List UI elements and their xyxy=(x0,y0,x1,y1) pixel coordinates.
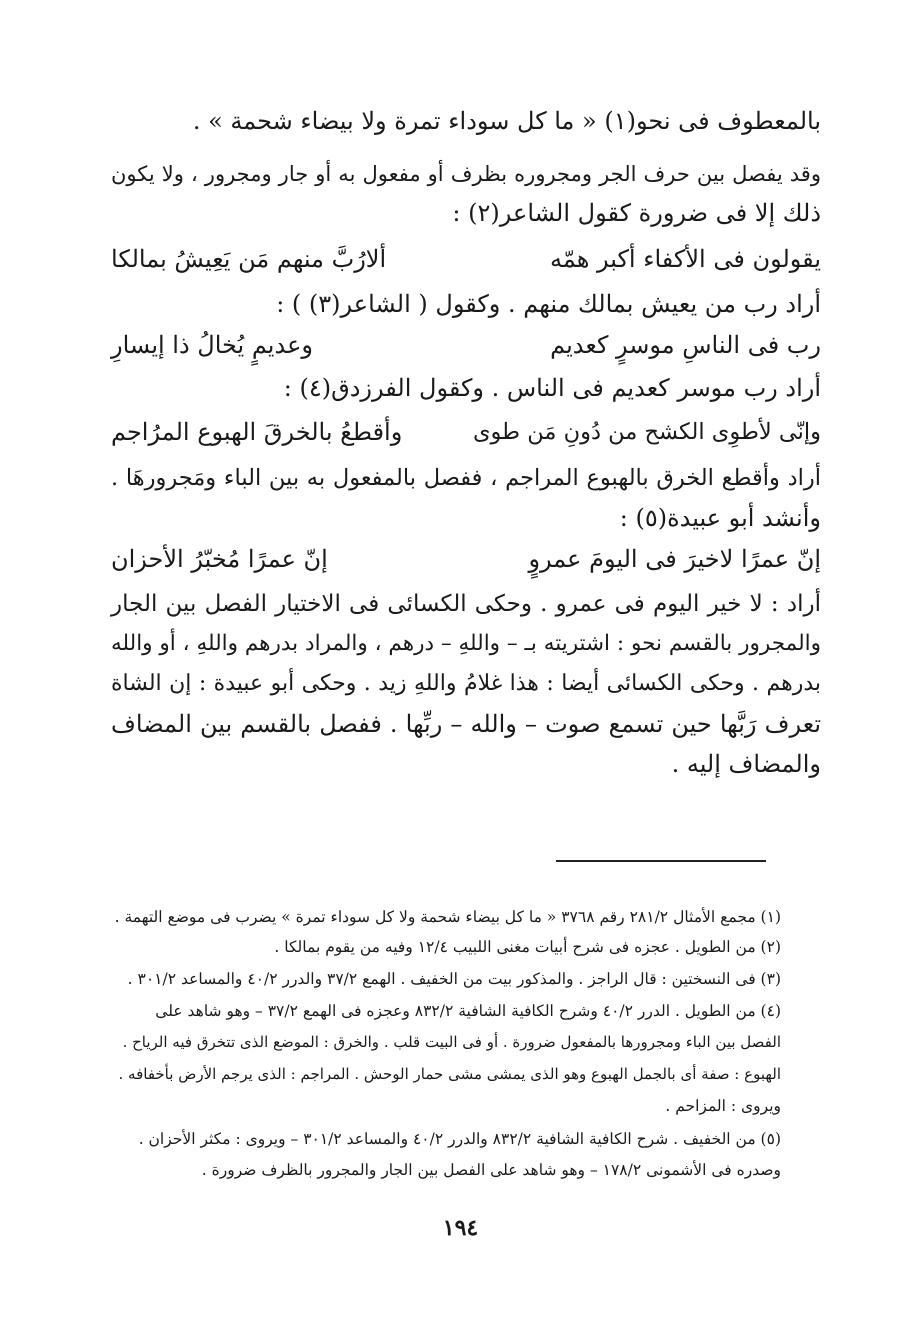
footnote-separator xyxy=(556,860,766,862)
verse-2-second-hemistich: وعديمٍ يُخالُ ذا إيسارِ xyxy=(111,331,313,359)
body-line-4: أراد رب من يعيش بمالك منهم . وكقول ( الشاعر(٣) ) : xyxy=(276,290,821,318)
footnote-line: الفصل بين الباء ومجرورها بالمفعول ضرورة . أو فى البيت قلب . والخرق : الموضع الذى تتخرق فيه الرياح . xyxy=(122,1033,781,1051)
verse-3-second-hemistich: وأقطعُ بالخرقَ الهبوع المرُاجم xyxy=(111,418,403,446)
page-number: ١٩٤ xyxy=(442,1215,479,1241)
paragraph-line: والمضاف إليه . xyxy=(671,750,821,778)
body-line-1: بالمعطوف فى نحو(١) « ما كل سوداء تمرة ولا بيضاء شحمة » . xyxy=(192,107,821,135)
footnote-line: وصدره فى الأشمونى ١٧٨/٢ – وهو شاهد على الفصل بين الجار والمجرور بالظرف ضرورة . xyxy=(201,1161,781,1179)
footnote-line: (٢) من الطويل . عجزه فى شرح أبيات مغنى اللبيب ١٢/٤ وفيه من يقوم بمالكا . xyxy=(274,938,781,956)
paragraph-line: أراد : لا خير اليوم فى عمرو . وحكى الكسائى فى الاختيار الفصل بين الجار xyxy=(111,591,821,617)
verse-4-second-hemistich: إنّ عمرًا مُخبّرُ الأحزان xyxy=(111,545,328,573)
body-line-5: أراد رب موسر كعديم فى الناس . وكقول الفرزدق(٤) : xyxy=(283,374,821,402)
verse-2 xyxy=(111,325,821,365)
verse-1-second-hemistich: ألارُبَّ منهم مَن يَعِيشُ بمالكا xyxy=(111,245,387,273)
footnote-line: الهبوع : صفة أى بالجمل الهبوع وهو الذى يمشى مشى حمار الوحش . المراجم : الذى يرجم الأرض بأخفافه . xyxy=(118,1065,781,1083)
verse-4 xyxy=(111,539,821,579)
footnote-line: (٣) فى النسختين : قال الراجز . والمذكور بيت من الخفيف . الهمع ٣٧/٢ والدرر ٤٠/٢ والمساعد ٣٠١/٢ . xyxy=(127,970,781,988)
verse-1-first-hemistich: يقولون فى الأكفاء أكبر همّه xyxy=(549,245,821,273)
verse-1 xyxy=(111,239,821,279)
footnote-line: (٤) من الطويل . الدرر ٤٠/٢ وشرح الكافية الشافية ٨٣٢/٢ وعجزه فى الهمع ٣٧/٢ – وهو شاهد على xyxy=(155,1002,781,1020)
footnote-line: (٥) من الخفيف . شرح الكافية الشافية ٨٣٢/٢ والدرر ٤٠/٢ والمساعد ٣٠١/٢ – ويروى : مكثر الأحزان . xyxy=(138,1130,781,1148)
verse-3 xyxy=(111,412,821,452)
footnote-line: (١) مجمع الأمثال ٢٨١/٢ رقم ٣٧٦٨ « ما كل بيضاء شحمة ولا كل سوداء تمرة » يضرب فى موضع التهمة . xyxy=(114,908,781,926)
footnote-line: ويروى : المزاحم . xyxy=(665,1097,781,1115)
body-line-2: وقد يفصل بين حرف الجر ومجروره بظرف أو مفعول به أو جار ومجرور ، ولا يكون xyxy=(111,162,821,186)
verse-4-first-hemistich: إنّ عمرًا لاخيرَ فى اليومَ عمروٍ xyxy=(528,545,821,573)
paragraph-line: تعرف رَبَّها حين تسمع صوت – والله – ربِّها . ففصل بالقسم بين المضاف xyxy=(111,710,821,738)
verse-2-first-hemistich: رب فى الناسِ موسرٍ كعديم xyxy=(550,331,821,359)
verse-3-first-hemistich: وإنّى لأطوِى الكشح من دُونِ مَن طوى xyxy=(472,419,821,445)
paragraph-line: والمجرور بالقسم نحو : اشتريته بـ – واللهِ – درهم ، والمراد بدرهم واللهِ ، أو والله xyxy=(111,631,821,656)
body-line-3: ذلك إلا فى ضرورة كقول الشاعر(٢) : xyxy=(452,199,821,227)
paragraph-line: بدرهم . وحكى الكسائى أيضا : هذا غلامُ واللهِ زيد . وحكى أبو عبيدة : إن الشاة xyxy=(111,671,821,696)
body-line-7: وأنشد أبو عبيدة(٥) : xyxy=(619,504,821,532)
body-line-6: أراد وأقطع الخرق بالهبوع المراجم ، ففصل بالمفعول به بين الباء ومَجرورهَا . xyxy=(111,465,821,491)
